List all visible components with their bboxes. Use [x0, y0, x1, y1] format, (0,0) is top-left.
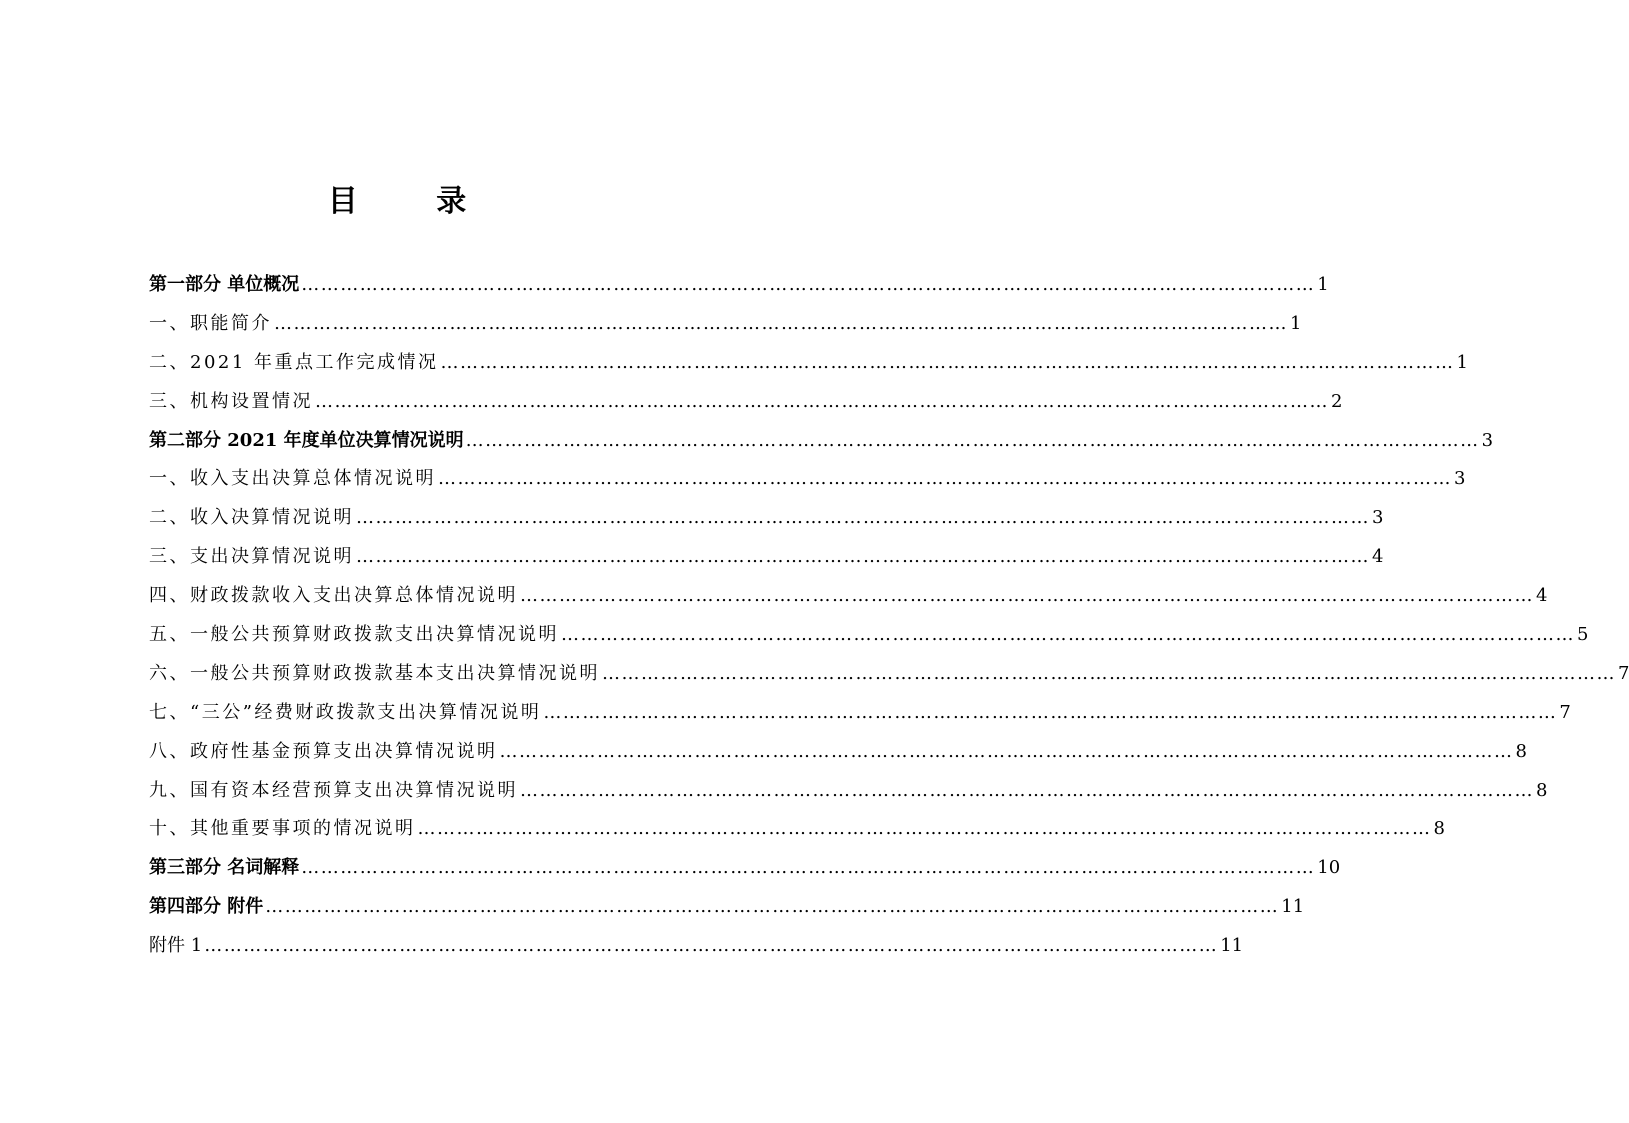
page-title: 目 录: [327, 184, 501, 219]
toc-entry-2-10[interactable]: [149, 810, 1445, 849]
toc-entry-label: 第一部分 单位概况: [149, 274, 300, 295]
toc-page-number: 7: [1618, 662, 1629, 684]
toc-leader-dots: …………………………………………………………………………………………………………………………………………: [499, 740, 1514, 762]
toc-entry-label: 九、国有资本经营预算支出决算情况说明: [149, 779, 518, 801]
toc-entry-label: 附件 1: [149, 935, 203, 957]
toc-leader-dots: …………………………………………………………………………………………………………………………………………: [465, 429, 1480, 451]
toc-entry-label: 一、收入支出决算总体情况说明: [149, 468, 436, 490]
toc-leader-dots: …………………………………………………………………………………………………………………………………………: [301, 274, 1316, 295]
toc-entry-label: 八、政府性基金预算支出决算情况说明: [149, 740, 498, 762]
toc-page-number: 7: [1559, 701, 1571, 723]
toc-page-number: 8: [1433, 818, 1445, 840]
toc-entry-2-3[interactable]: [149, 538, 1384, 577]
toc-entry-1-2[interactable]: [149, 344, 1468, 383]
toc-entry-2-7[interactable]: [149, 694, 1571, 733]
toc-entry-label: 四、财政拨款收入支出决算总体情况说明: [149, 585, 518, 607]
toc-leader-dots: …………………………………………………………………………………………………………………………………………: [543, 701, 1558, 723]
toc-page-number: 3: [1481, 429, 1494, 451]
toc-entry-label: 第四部分 附件: [149, 896, 264, 918]
toc-leader-dots: …………………………………………………………………………………………………………………………………………: [417, 818, 1432, 840]
toc-page-number: 3: [1454, 468, 1466, 490]
toc-entry-label: 第三部分 名词解释: [149, 857, 300, 879]
toc-page-number: 11: [1281, 896, 1305, 918]
toc-page-number: 3: [1372, 507, 1384, 529]
toc-page-number: 2: [1331, 390, 1343, 412]
toc-entry-part-1[interactable]: [149, 266, 1329, 305]
toc-page-number: 1: [1317, 274, 1329, 295]
toc-entry-2-4[interactable]: [149, 577, 1548, 616]
toc-page-number: 4: [1372, 546, 1384, 568]
toc-entry-label: 七、“三公”经费财政拨款支出决算情况说明: [149, 701, 542, 723]
toc-entry-2-6[interactable]: [149, 655, 1629, 694]
toc-entry-2-2[interactable]: [149, 499, 1384, 538]
toc-leader-dots: …………………………………………………………………………………………………………………………………………: [440, 351, 1455, 373]
toc-entry-2-8[interactable]: [149, 733, 1527, 772]
toc-page-number: 10: [1317, 857, 1341, 879]
toc-leader-dots: …………………………………………………………………………………………………………………………………………: [274, 312, 1288, 334]
toc-entry-part-4[interactable]: [149, 888, 1305, 927]
toc-leader-dots: …………………………………………………………………………………………………………………………………………: [520, 779, 1534, 801]
toc-entry-label: 二、2021 年重点工作完成情况: [149, 351, 439, 373]
toc-entry-2-9[interactable]: [149, 772, 1548, 811]
toc-entry-label: 三、支出决算情况说明: [149, 546, 354, 568]
toc-leader-dots: …………………………………………………………………………………………………………………………………………: [356, 507, 1370, 529]
toc-entry-label: 十、其他重要事项的情况说明: [149, 818, 416, 840]
toc-leader-dots: …………………………………………………………………………………………………………………………………………: [520, 585, 1534, 607]
toc-leader-dots: …………………………………………………………………………………………………………………………………………: [356, 546, 1370, 568]
toc-page-number: 5: [1577, 624, 1589, 646]
toc-entry-part-3[interactable]: [149, 849, 1341, 888]
toc-entry-2-5[interactable]: [149, 616, 1589, 655]
toc-leader-dots: …………………………………………………………………………………………………………………………………………: [602, 662, 1616, 684]
toc-leader-dots: …………………………………………………………………………………………………………………………………………: [561, 624, 1575, 646]
toc-entry-label: 五、一般公共预算财政拨款支出决算情况说明: [149, 624, 559, 646]
toc-page-number: 4: [1536, 585, 1548, 607]
toc-page-number: 1: [1290, 312, 1302, 334]
toc-entry-attachment-1[interactable]: [149, 927, 1244, 966]
toc-entry-label: 三、机构设置情况: [149, 390, 313, 412]
toc-entry-label: 第二部分 2021 年度单位决算情况说明: [149, 429, 464, 451]
toc-page-number: 11: [1220, 935, 1244, 957]
toc-leader-dots: …………………………………………………………………………………………………………………………………………: [301, 857, 1316, 879]
toc-entry-label: 一、职能简介: [149, 312, 272, 334]
toc-entry-part-2[interactable]: [149, 422, 1494, 461]
toc-entry-2-1[interactable]: [149, 460, 1466, 499]
toc-leader-dots: …………………………………………………………………………………………………………………………………………: [265, 896, 1280, 918]
toc-entry-1-3[interactable]: [149, 383, 1343, 422]
toc-page-number: 8: [1515, 740, 1527, 762]
toc-leader-dots: …………………………………………………………………………………………………………………………………………: [315, 390, 1329, 412]
toc-entry-label: 六、一般公共预算财政拨款基本支出决算情况说明: [149, 662, 600, 684]
toc-entry-1-1[interactable]: [149, 305, 1302, 344]
toc-page-number: 8: [1536, 779, 1548, 801]
toc-leader-dots: …………………………………………………………………………………………………………………………………………: [204, 935, 1219, 957]
toc-page-number: 1: [1456, 351, 1468, 373]
toc-leader-dots: …………………………………………………………………………………………………………………………………………: [438, 468, 1452, 490]
toc-entry-label: 二、收入决算情况说明: [149, 507, 354, 529]
table-of-contents: [149, 266, 1629, 966]
